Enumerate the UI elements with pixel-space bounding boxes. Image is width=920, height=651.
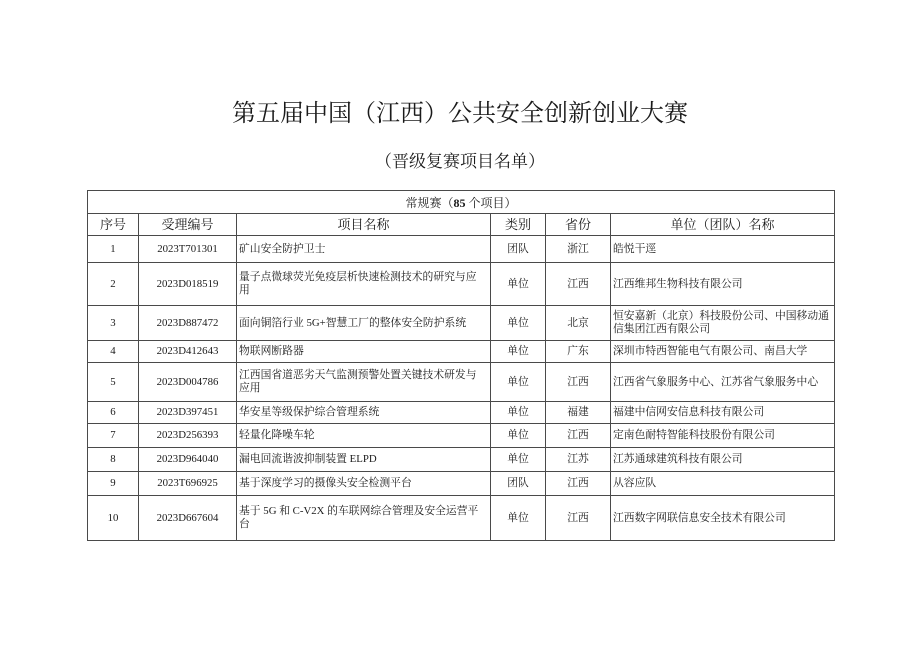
column-header-no: 序号 — [88, 214, 139, 236]
cell-no: 5 — [88, 363, 139, 402]
cell-no: 1 — [88, 236, 139, 263]
cell-unit: 江西维邦生物科技有限公司 — [611, 263, 835, 306]
cell-unit: 定南色耐特智能科技股份有限公司 — [611, 424, 835, 448]
table-row — [88, 448, 835, 472]
cell-unit: 从容应队 — [611, 472, 835, 496]
cell-code: 2023D964040 — [139, 448, 237, 472]
cell-project: 华安星等级保护综合管理系统 — [237, 402, 491, 424]
table-row — [88, 424, 835, 448]
section-title-prefix: 常规赛（ — [405, 195, 454, 210]
cell-project: 基于 5G 和 C-V2X 的车联网综合管理及安全运营平台 — [237, 496, 491, 541]
cell-no: 10 — [88, 496, 139, 541]
cell-unit: 深圳市特西智能电气有限公司、南昌大学 — [611, 341, 835, 363]
cell-province: 江西 — [546, 472, 611, 496]
cell-code: 2023D667604 — [139, 496, 237, 541]
table-row — [88, 472, 835, 496]
cell-code: 2023D397451 — [139, 402, 237, 424]
table-row — [88, 306, 835, 341]
section-project-count: 85 — [453, 195, 466, 210]
cell-province: 北京 — [546, 306, 611, 341]
cell-code: 2023D004786 — [139, 363, 237, 402]
cell-unit: 皓悦干逕 — [611, 236, 835, 263]
cell-province: 浙江 — [546, 236, 611, 263]
cell-no: 7 — [88, 424, 139, 448]
column-header-row — [88, 214, 835, 236]
cell-province: 江西 — [546, 496, 611, 541]
table-row — [88, 236, 835, 263]
cell-province: 江苏 — [546, 448, 611, 472]
cell-project: 物联网断路器 — [237, 341, 491, 363]
cell-category: 单位 — [491, 341, 546, 363]
column-header-unit: 单位（团队）名称 — [611, 214, 835, 236]
cell-no: 8 — [88, 448, 139, 472]
cell-unit: 江西数字网联信息安全技术有限公司 — [611, 496, 835, 541]
cell-project: 基于深度学习的摄像头安全检测平台 — [237, 472, 491, 496]
cell-category: 团队 — [491, 472, 546, 496]
cell-no: 3 — [88, 306, 139, 341]
cell-province: 江西 — [546, 363, 611, 402]
cell-category: 单位 — [491, 424, 546, 448]
cell-code: 2023D018519 — [139, 263, 237, 306]
cell-unit: 江西省气象服务中心、江苏省气象服务中心 — [611, 363, 835, 402]
project-list-table — [87, 190, 835, 541]
cell-category: 单位 — [491, 363, 546, 402]
cell-no: 6 — [88, 402, 139, 424]
cell-no: 2 — [88, 263, 139, 306]
table-row — [88, 402, 835, 424]
cell-category: 单位 — [491, 448, 546, 472]
cell-project: 轻量化降噪车轮 — [237, 424, 491, 448]
cell-no: 9 — [88, 472, 139, 496]
cell-project: 量子点微球荧光免疫层析快速检测技术的研究与应用 — [237, 263, 491, 306]
table-row — [88, 341, 835, 363]
cell-category: 单位 — [491, 496, 546, 541]
cell-no: 4 — [88, 341, 139, 363]
table-row — [88, 263, 835, 306]
table-body — [88, 236, 835, 541]
cell-project: 江西国省道恶劣天气监测预警处置关键技术研发与应用 — [237, 363, 491, 402]
cell-category: 单位 — [491, 306, 546, 341]
section-title-suffix: 个项目） — [465, 195, 517, 210]
cell-code: 2023D887472 — [139, 306, 237, 341]
column-header-category: 类别 — [491, 214, 546, 236]
cell-code: 2023D256393 — [139, 424, 237, 448]
section-header-row — [88, 191, 835, 214]
cell-project: 面向铜箔行业 5G+智慧工厂的整体安全防护系统 — [237, 306, 491, 341]
cell-code: 2023D412643 — [139, 341, 237, 363]
cell-project: 漏电回流谐波抑制装置 ELPD — [237, 448, 491, 472]
cell-province: 江西 — [546, 424, 611, 448]
section-title — [88, 191, 835, 214]
column-header-code: 受理编号 — [139, 214, 237, 236]
table-row — [88, 363, 835, 402]
cell-category: 单位 — [491, 402, 546, 424]
cell-unit: 福建中信网安信息科技有限公司 — [611, 402, 835, 424]
table-row — [88, 496, 835, 541]
page-title: 第五届中国（江西）公共安全创新创业大赛 — [232, 101, 688, 127]
cell-unit: 恒安嘉新（北京）科技股份公司、中国移动通信集团江西有限公司 — [611, 306, 835, 341]
cell-project: 矿山安全防护卫士 — [237, 236, 491, 263]
page-subtitle: （晋级复赛项目名单） — [375, 152, 545, 171]
column-header-province: 省份 — [546, 214, 611, 236]
cell-unit: 江苏通球建筑科技有限公司 — [611, 448, 835, 472]
column-header-project: 项目名称 — [237, 214, 491, 236]
cell-province: 江西 — [546, 263, 611, 306]
cell-category: 单位 — [491, 263, 546, 306]
cell-province: 广东 — [546, 341, 611, 363]
cell-province: 福建 — [546, 402, 611, 424]
table-header — [88, 191, 835, 236]
cell-code: 2023T701301 — [139, 236, 237, 263]
cell-code: 2023T696925 — [139, 472, 237, 496]
cell-category: 团队 — [491, 236, 546, 263]
